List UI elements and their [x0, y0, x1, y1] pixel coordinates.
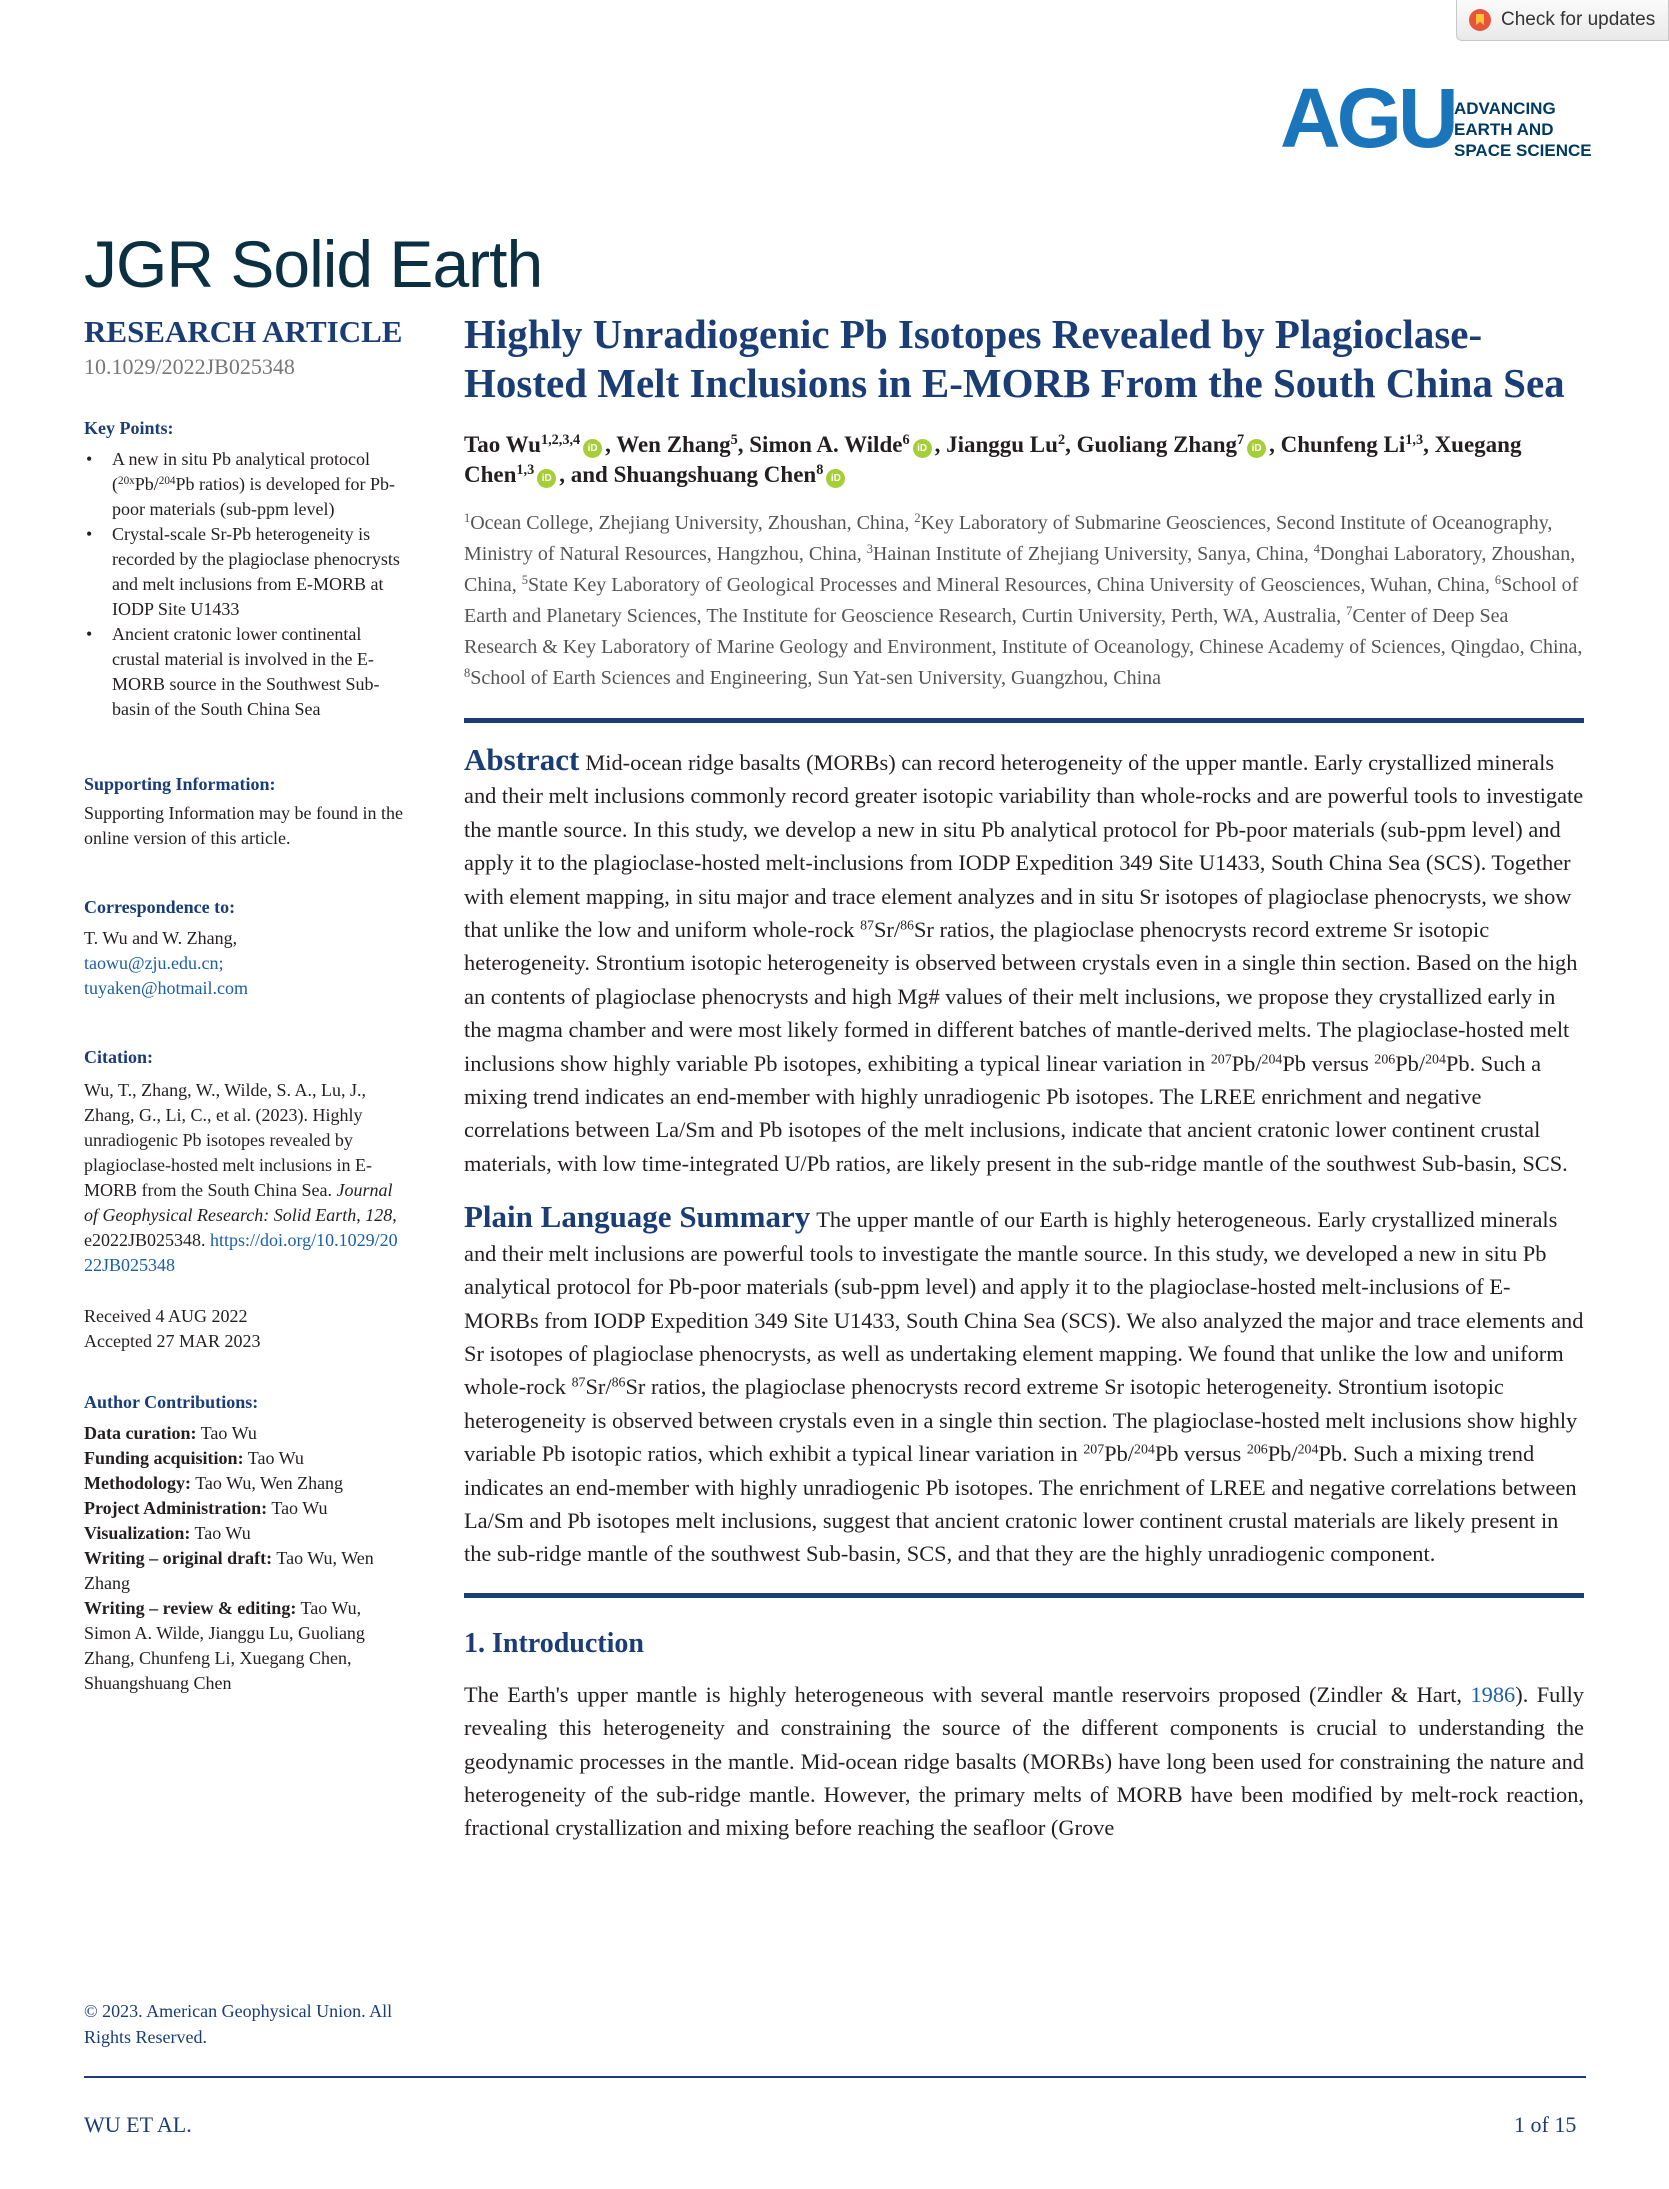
affiliation-text: Hainan Institute of Zhejiang University, Sanya, China,: [872, 543, 1314, 565]
orcid-icon[interactable]: iD: [537, 469, 556, 488]
author-affiliation-number: 2: [1057, 432, 1066, 449]
key-point-text: Pb ratios) is developed for Pb-poor materials (sub-ppm level): [112, 474, 395, 519]
affiliation-text: Donghai Laboratory, Zhoushan, China,: [464, 543, 1576, 596]
affiliation-number: 7: [1346, 604, 1353, 619]
citation-heading: Citation:: [84, 1047, 153, 1067]
citation-id: , e2022JB025348.: [84, 1205, 397, 1250]
isotope-superscript: 87: [860, 918, 874, 934]
text-segment: Pb/: [1267, 1441, 1298, 1467]
author-name: Wen Zhang: [616, 432, 731, 457]
plain-language-summary-section: [464, 1200, 1584, 1570]
contribution-item: [84, 1521, 404, 1546]
correspondence-heading: Correspondence to:: [84, 897, 236, 917]
key-point: • Ancient cratonic lower continental crustal material is involved in the E-MORB source in the Southwest Sub-basin of the South China Sea: [84, 622, 404, 722]
agu-tagline: [1454, 98, 1592, 161]
key-points-list: [84, 447, 404, 722]
plain-language-summary-body: [464, 1207, 1583, 1566]
contribution-names: Tao Wu, Wen Zhang: [195, 1473, 344, 1493]
email-link[interactable]: tuyaken@hotmail.com: [84, 978, 249, 998]
contribution-role: Writing – original draft:: [84, 1548, 273, 1568]
author-affiliation-number: 1,2,3,4: [540, 432, 581, 449]
affiliations: [464, 508, 1584, 694]
text-segment: Sr ratios, the plagioclase phenocrysts record extreme Sr isotopic heterogeneity. Strontium isotopic heterogeneity is observed between crystals even in a single thin section. The plagioclase-hosted melt inclusions show highly variable Pb isotopic ratios, which exhibit a typical linear variation in: [464, 1374, 1578, 1467]
affiliation-number: 1: [464, 511, 471, 526]
footer-divider: [84, 2076, 1586, 2078]
text-segment: Pb/: [1104, 1441, 1134, 1467]
article-title: Highly Unradiogenic Pb Isotopes Revealed by Plagioclase-Hosted Melt Inclusions in E-MORB From the South China Sea: [464, 311, 1565, 406]
abstract-section: [464, 743, 1584, 1180]
isotope-superscript: 206: [1246, 1442, 1268, 1458]
affiliation-number: 2: [914, 511, 921, 526]
author-name: Shuangshuang Chen: [613, 462, 817, 487]
isotope-superscript: 207: [1083, 1442, 1105, 1458]
text-segment: Pb. Such a mixing trend indicates an end-member with highly unradiogenic Pb isotopes. The LREE enrichment and negative correlations between La/Sm and Pb isotopes of the melt inclusions, indicate that ancient cratonic lower continent crustal materials, with low time-integrated U/Pb ratios, are likely present in the sub-ridge mantle of the southwest Sub-basin, SCS.: [464, 1050, 1568, 1176]
citation-body: Wu, T., Zhang, W., Wilde, S. A., Lu, J., Zhang, G., Li, C., et al. (2023). Highly unradiogenic Pb isotopes revealed by plagioclase-hosted melt inclusions in E-MORB from the South China Sea.: [84, 1080, 372, 1200]
author-separator: ,: [1423, 432, 1435, 457]
author-list: [464, 430, 1584, 490]
main-column: [464, 310, 1584, 1845]
check-for-updates-label: Check for updates: [1501, 9, 1656, 30]
contribution-names: Tao Wu: [194, 1523, 251, 1543]
accepted-date: Accepted 27 MAR 2023: [84, 1331, 261, 1351]
agu-logo: [1280, 71, 1592, 172]
section-divider: [464, 1593, 1584, 1598]
check-for-updates-button[interactable]: [1456, 0, 1669, 41]
key-point-text: A new in situ Pb analytical protocol (: [112, 449, 370, 494]
orcid-icon[interactable]: iD: [913, 439, 932, 458]
correspondence-block: [84, 926, 404, 1001]
key-point: [84, 447, 404, 522]
contribution-item: [84, 1471, 404, 1496]
isotope-superscript: 204: [1297, 1442, 1319, 1458]
author-affiliation-number: 1,3: [1405, 432, 1424, 449]
agu-logo-word: AGU: [1280, 71, 1455, 165]
isotope-superscript: 86: [611, 1375, 626, 1391]
isotope-superscript: 86: [900, 918, 914, 934]
author-name: Tao Wu: [464, 432, 541, 457]
contribution-names: Tao Wu, Wen Zhang: [84, 1548, 374, 1593]
contribution-item: [84, 1421, 404, 1446]
affiliation-text: School of Earth Sciences and Engineering, Sun Yat-sen University, Guangzhou, China: [470, 667, 1162, 689]
contribution-names: Tao Wu: [200, 1423, 257, 1443]
author-separator: ,: [934, 432, 947, 457]
citation-doi-link[interactable]: https://doi.org/10.1029/2022JB025348: [84, 1230, 398, 1275]
text-segment: Sr/: [585, 1374, 612, 1400]
text-segment: Mid-ocean ridge basalts (MORBs) can record heterogeneity of the upper mantle. Early crystallized minerals and their melt inclusions commonly record greater isotopic variability than whole-rocks and are powerful tools to investigate the mantle source. In this study, we develop a new in situ Pb analytical protocol for Pb-poor materials (sub-ppm level) and apply it to the plagioclase-hosted melt-inclusions from IODP Expedition 349 Site U1433, South China Sea (SCS). Together with element mapping, in situ major and trace element analyzes and in situ Sr isotopes of plagioclase phenocrysts, we show that unlike the low and uniform whole-rock: [464, 750, 1584, 943]
key-points-heading: Key Points:: [84, 418, 174, 438]
plain-language-summary-heading: Plain Language Summary: [464, 1199, 811, 1235]
author-contributions-list: [84, 1421, 404, 1696]
text-segment: Pb/: [1231, 1050, 1262, 1076]
supporting-info-heading: Supporting Information:: [84, 774, 276, 794]
isotope-superscript: 87: [571, 1375, 586, 1391]
text-segment: Sr/: [873, 917, 901, 943]
orcid-icon[interactable]: iD: [583, 439, 602, 458]
orcid-icon[interactable]: iD: [826, 469, 845, 488]
contribution-item: [84, 1446, 404, 1471]
isotope-superscript: 206: [1374, 1052, 1396, 1068]
affiliation-text: School of Earth and Planetary Sciences, The Institute for Geoscience Research, Curtin University, Perth, WA, Australia,: [464, 574, 1579, 627]
author-name: Simon A. Wilde: [749, 432, 903, 457]
citation-volume: 128: [365, 1205, 393, 1225]
email-link[interactable]: taowu@zju.edu.cn;: [84, 953, 224, 973]
author-affiliation-number: 8: [816, 462, 824, 479]
author-name: Guoliang Zhang: [1076, 432, 1237, 457]
contribution-role: Funding acquisition:: [84, 1448, 244, 1468]
contribution-role: Data curation:: [84, 1423, 197, 1443]
superscript: 204: [158, 474, 176, 487]
section-divider: [464, 718, 1584, 723]
affiliation-number: 6: [1494, 573, 1502, 588]
text-segment: Pb/: [1395, 1050, 1426, 1076]
contribution-role: Project Administration:: [84, 1498, 268, 1518]
contribution-item: [84, 1596, 404, 1696]
bookmark-icon: [1469, 9, 1491, 31]
affiliation-text: Center of Deep Sea Research & Key Laboratory of Marine Geology and Environment, Institute of Oceanology, Chinese Academy of Sciences, Qingdao, China,: [464, 605, 1583, 658]
correspondence-names: T. Wu and W. Zhang,: [84, 928, 238, 948]
contribution-role: Methodology:: [84, 1473, 191, 1493]
isotope-superscript: 204: [1425, 1052, 1446, 1068]
affiliation-number: 3: [866, 542, 873, 557]
introduction-text-part: The Earth's upper mantle is highly heterogeneous with several mantle reservoirs proposed (Zindler & Hart,: [464, 1681, 1471, 1707]
introduction-text: [464, 1678, 1584, 1845]
isotope-superscript: 204: [1261, 1052, 1283, 1068]
article-type: RESEARCH ARTICLE: [84, 314, 403, 349]
author-separator: ,: [1065, 432, 1077, 457]
citation-text: Wu, T., Zhang, W., Wilde, S. A., Lu, J., Zhang, G., Li, C., et al. (2023). Highly unradiogenic Pb isotopes revealed by plagioclase-hosted melt inclusions in E-MORB from the South China Sea. Journal of Geophysical Research: Solid Earth, 128, e2022JB025348. https://doi.org/10.1029/2022JB025348: [84, 1080, 398, 1275]
agu-tagline-line: SPACE SCIENCE: [1454, 141, 1592, 160]
author-affiliation-number: 1,3: [516, 462, 535, 479]
affiliation-number: 5: [521, 573, 528, 588]
contribution-role: Writing – review & editing:: [84, 1598, 297, 1618]
reference-link[interactable]: 1986: [1470, 1681, 1516, 1707]
contribution-names: Tao Wu, Simon A. Wilde, Jianggu Lu, Guoliang Zhang, Chunfeng Li, Xuegang Chen, Shuangshuang Chen: [84, 1598, 365, 1693]
affiliation-text: Ocean College, Zhejiang University, Zhoushan, China,: [470, 512, 915, 534]
text-segment: Pb. Such a mixing trend indicates an end-member with highly unradiogenic Pb isotopes. The enrichment of LREE and negative correlations between La/Sm and Pb isotopes melt inclusions, suggest that ancient cratonic lower continent crustal materials are likely present in the sub-ridge mantle of the southwest Sub-basin, SCS, and that they are the highly unradiogenic component.: [464, 1441, 1577, 1567]
contribution-item: [84, 1496, 404, 1521]
author-separator: , and: [559, 462, 614, 487]
dates-block: [84, 1304, 404, 1354]
footer-authors: WU ET AL.: [84, 2112, 192, 2137]
isotope-superscript: 207: [1210, 1052, 1232, 1068]
citation-journal: Journal of Geophysical Research: Solid Earth: [84, 1180, 393, 1225]
author-name: Xuegang Chen: [464, 432, 1522, 487]
orcid-icon[interactable]: iD: [1247, 439, 1266, 458]
agu-tagline-line: ADVANCING: [1454, 99, 1556, 118]
text-segment: Pb versus: [1282, 1050, 1375, 1076]
author-affiliation-number: 5: [730, 432, 738, 449]
affiliation-text: State Key Laboratory of Geological Processes and Mineral Resources, China University of Geosciences, Wuhan, China,: [527, 574, 1495, 596]
journal-title: JGR Solid Earth: [84, 227, 543, 301]
text-segment: Sr ratios, the plagioclase phenocrysts record extreme Sr isotopic heterogeneity. Strontium isotopic heterogeneity is observed between crystals even in a single thin section. Based on the high an contents of plagioclase phenocrysts and high Mg# values of their melt inclusions, we propose they crystallized early in the magma chamber and were most likely formed in different batches of mantle-derived melts. The plagioclase-hosted melt inclusions show highly variable Pb isotopes, exhibiting a typical linear variation in: [464, 917, 1578, 1076]
contribution-item: [84, 1546, 404, 1596]
author-contributions-heading: Author Contributions:: [84, 1392, 259, 1412]
abstract-body: [464, 750, 1583, 1176]
author-name: Jianggu Lu: [946, 432, 1058, 457]
copyright-notice: © 2023. American Geophysical Union. All Rights Reserved.: [84, 2001, 393, 2047]
introduction-heading: 1. Introduction: [464, 1627, 644, 1659]
contribution-role: Visualization:: [84, 1523, 191, 1543]
author-separator: ,: [737, 432, 750, 457]
contribution-names: Tao Wu: [247, 1448, 304, 1468]
author-affiliation-number: 6: [902, 432, 910, 449]
key-point: • Crystal-scale Sr-Pb heterogeneity is recorded by the plagioclase phenocrysts and melt inclusions from E-MORB at IODP Site U1433: [84, 522, 404, 622]
supporting-info-text: Supporting Information may be found in the online version of this article.: [84, 803, 403, 848]
introduction-text-part: ). Fully revealing this heterogeneity and constraining the source of the different components is crucial to understanding the geodynamic processes in the mantle. Mid-ocean ridge basalts (MORBs) have long been used for constraining the nature and heterogeneity of the sub-ridge mantle. However, the primary melts of MORB have been modified by melt-rock reaction, fractional crystallization and mixing before reaching the seafloor (Grove: [464, 1681, 1584, 1841]
author-separator: ,: [605, 432, 617, 457]
affiliation-text: Key Laboratory of Submarine Geosciences, Second Institute of Oceanography, Ministry of Natural Resources, Hangzhou, China,: [464, 512, 1553, 565]
sidebar: [84, 314, 404, 1696]
key-point-text: Pb/: [134, 474, 159, 494]
text-segment: The upper mantle of our Earth is highly heterogeneous. Early crystallized minerals and their melt inclusions are powerful tools to investigate the mantle source. In this study, we developed a new in situ Pb analytical protocol for Pb-poor materials (sub-ppm level) and apply it to the plagioclase-hosted melt-inclusions of E-MORBs from IODP Expedition 349 Site U1433, South China Sea (SCS). We also analyzed the major and trace elements and Sr isotopes of plagioclase phenocrysts, as well as undertaking element mapping. We found that unlike the low and uniform whole-rock: [464, 1207, 1584, 1400]
isotope-superscript: 204: [1134, 1442, 1155, 1458]
article-doi: 10.1029/2022JB025348: [84, 354, 295, 379]
author-affiliation-number: 7: [1237, 432, 1245, 449]
received-date: Received 4 AUG 2022: [84, 1306, 248, 1326]
affiliation-number: 8: [464, 666, 471, 681]
abstract-heading: Abstract: [464, 742, 580, 777]
text-segment: Pb versus: [1154, 1441, 1247, 1467]
agu-tagline-line: EARTH AND: [1454, 120, 1554, 139]
author-separator: ,: [1269, 432, 1281, 457]
superscript: 20x: [118, 474, 135, 487]
contribution-names: Tao Wu: [271, 1498, 328, 1518]
affiliation-number: 4: [1313, 542, 1320, 557]
author-name: Chunfeng Li: [1280, 432, 1406, 457]
page-number: 1 of 15: [1514, 2112, 1577, 2137]
